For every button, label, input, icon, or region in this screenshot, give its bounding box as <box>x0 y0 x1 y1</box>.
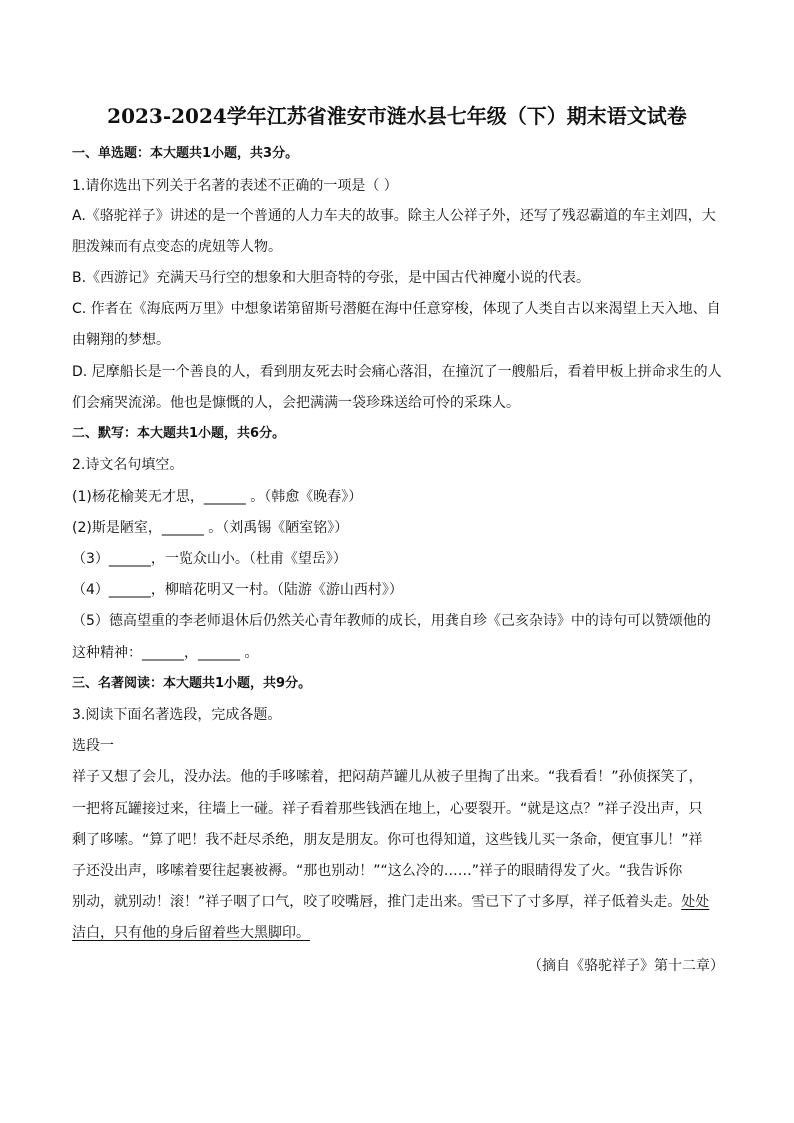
fill-item-2: (2)斯是陋室，______ 。（刘禹锡《陋室铭》） <box>72 520 349 536</box>
excerpt-line-3: 剩了哆嗦。“算了吧！我不赶尽杀绝，朋友是朋友。你可也得知道，这些钱儿买一条命，便宜事儿！”祥 <box>72 832 703 848</box>
excerpt-line-4: 子还没出声，哆嗦着要往起裹被褥。“那也别动！”“这么冷的……”祥子的眼睛得发了火。“我告诉你 <box>72 863 683 879</box>
option-c-line1: C. 作者在《海底两万里》中想象诺第留斯号潜艇在海中任意穿梭，体现了人类自古以来渴望上天入地、自 <box>72 301 721 317</box>
fill-item-5-line2: 这种精神：______，______ 。 <box>72 645 259 661</box>
fill-item-5-line1: （5）德高望重的李老师退休后仍然关心青年教师的成长，用龚自珍《己亥杂诗》中的诗句可以赞颂他的 <box>72 613 711 629</box>
excerpt-line-6-underlined: 洁白，只有他的身后留着些大黑脚印。 <box>72 925 310 941</box>
section1-heading: 一、单选题：本大题共1小题，共3分。 <box>72 146 299 161</box>
fill-item-3: （3）______，一览众山小。（杜甫《望岳》） <box>72 551 347 567</box>
fill-item-4: （4）______，柳暗花明又一村。（陆游《游山西村》） <box>72 582 403 598</box>
option-a-line2: 胆泼辣而有点变态的虎妞等人物。 <box>72 239 282 255</box>
excerpt-line-5 <box>72 892 709 912</box>
fill-item-1: (1)杨花榆荚无才思，______ 。（韩愈《晚春》） <box>72 489 363 505</box>
option-a-line1: A.《骆驼祥子》讲述的是一个普通的人力车夫的故事。除主人公祥子外，还写了残忍霸道的车主刘四，大 <box>72 208 716 224</box>
question1-stem: 1.请你选出下列关于名著的表述不正确的一项是（ ） <box>72 178 398 194</box>
option-b: B.《西游记》充满天马行空的想象和大胆奇特的夸张，是中国古代神魔小说的代表。 <box>72 270 591 286</box>
question3-stem: 3.阅读下面名著选段，完成各题。 <box>72 707 282 723</box>
page-title: 2023-2024学年江苏省淮安市涟水县七年级（下）期末语文试卷 <box>107 104 687 128</box>
excerpt-line-1: 祥子又想了会儿，没办法。他的手哆嗦着，把闷葫芦罐儿从被子里掏了出来。“我看看！”孙侦探笑了， <box>72 769 703 785</box>
section2-heading: 二、默写：本大题共1小题，共6分。 <box>72 426 286 441</box>
excerpt-line-2: 一把将瓦罐接过来，往墙上一碰。祥子看着那些钱洒在地上，心要裂开。“就是这点？”祥子没出声，只 <box>72 801 703 817</box>
option-c-line2: 由翱翔的梦想。 <box>72 332 170 348</box>
question2-stem: 2.诗文名句填空。 <box>72 457 184 473</box>
section3-heading: 三、名著阅读：本大题共1小题，共9分。 <box>72 676 312 691</box>
excerpt-underlined-start: 处处 <box>681 894 710 910</box>
excerpt-line-5-text: 别动，就别动！滚！”祥子咽了口气，咬了咬嘴唇，推门走出来。雪已下了寸多厚，祥子低着头走。 <box>72 894 682 910</box>
excerpt-source: （摘自《骆驼祥子》第十二章） <box>528 958 724 974</box>
option-d-line2: 们会痛哭流涕。他也是慷慨的人，会把满满一袋珍珠送给可怜的采珠人。 <box>72 395 520 411</box>
option-d-line1: D. 尼摩船长是一个善良的人，看到朋友死去时会痛心落泪，在撞沉了一艘船后，看着甲板上拼命求生的人 <box>72 364 722 380</box>
excerpt-label: 选段一 <box>72 738 114 754</box>
